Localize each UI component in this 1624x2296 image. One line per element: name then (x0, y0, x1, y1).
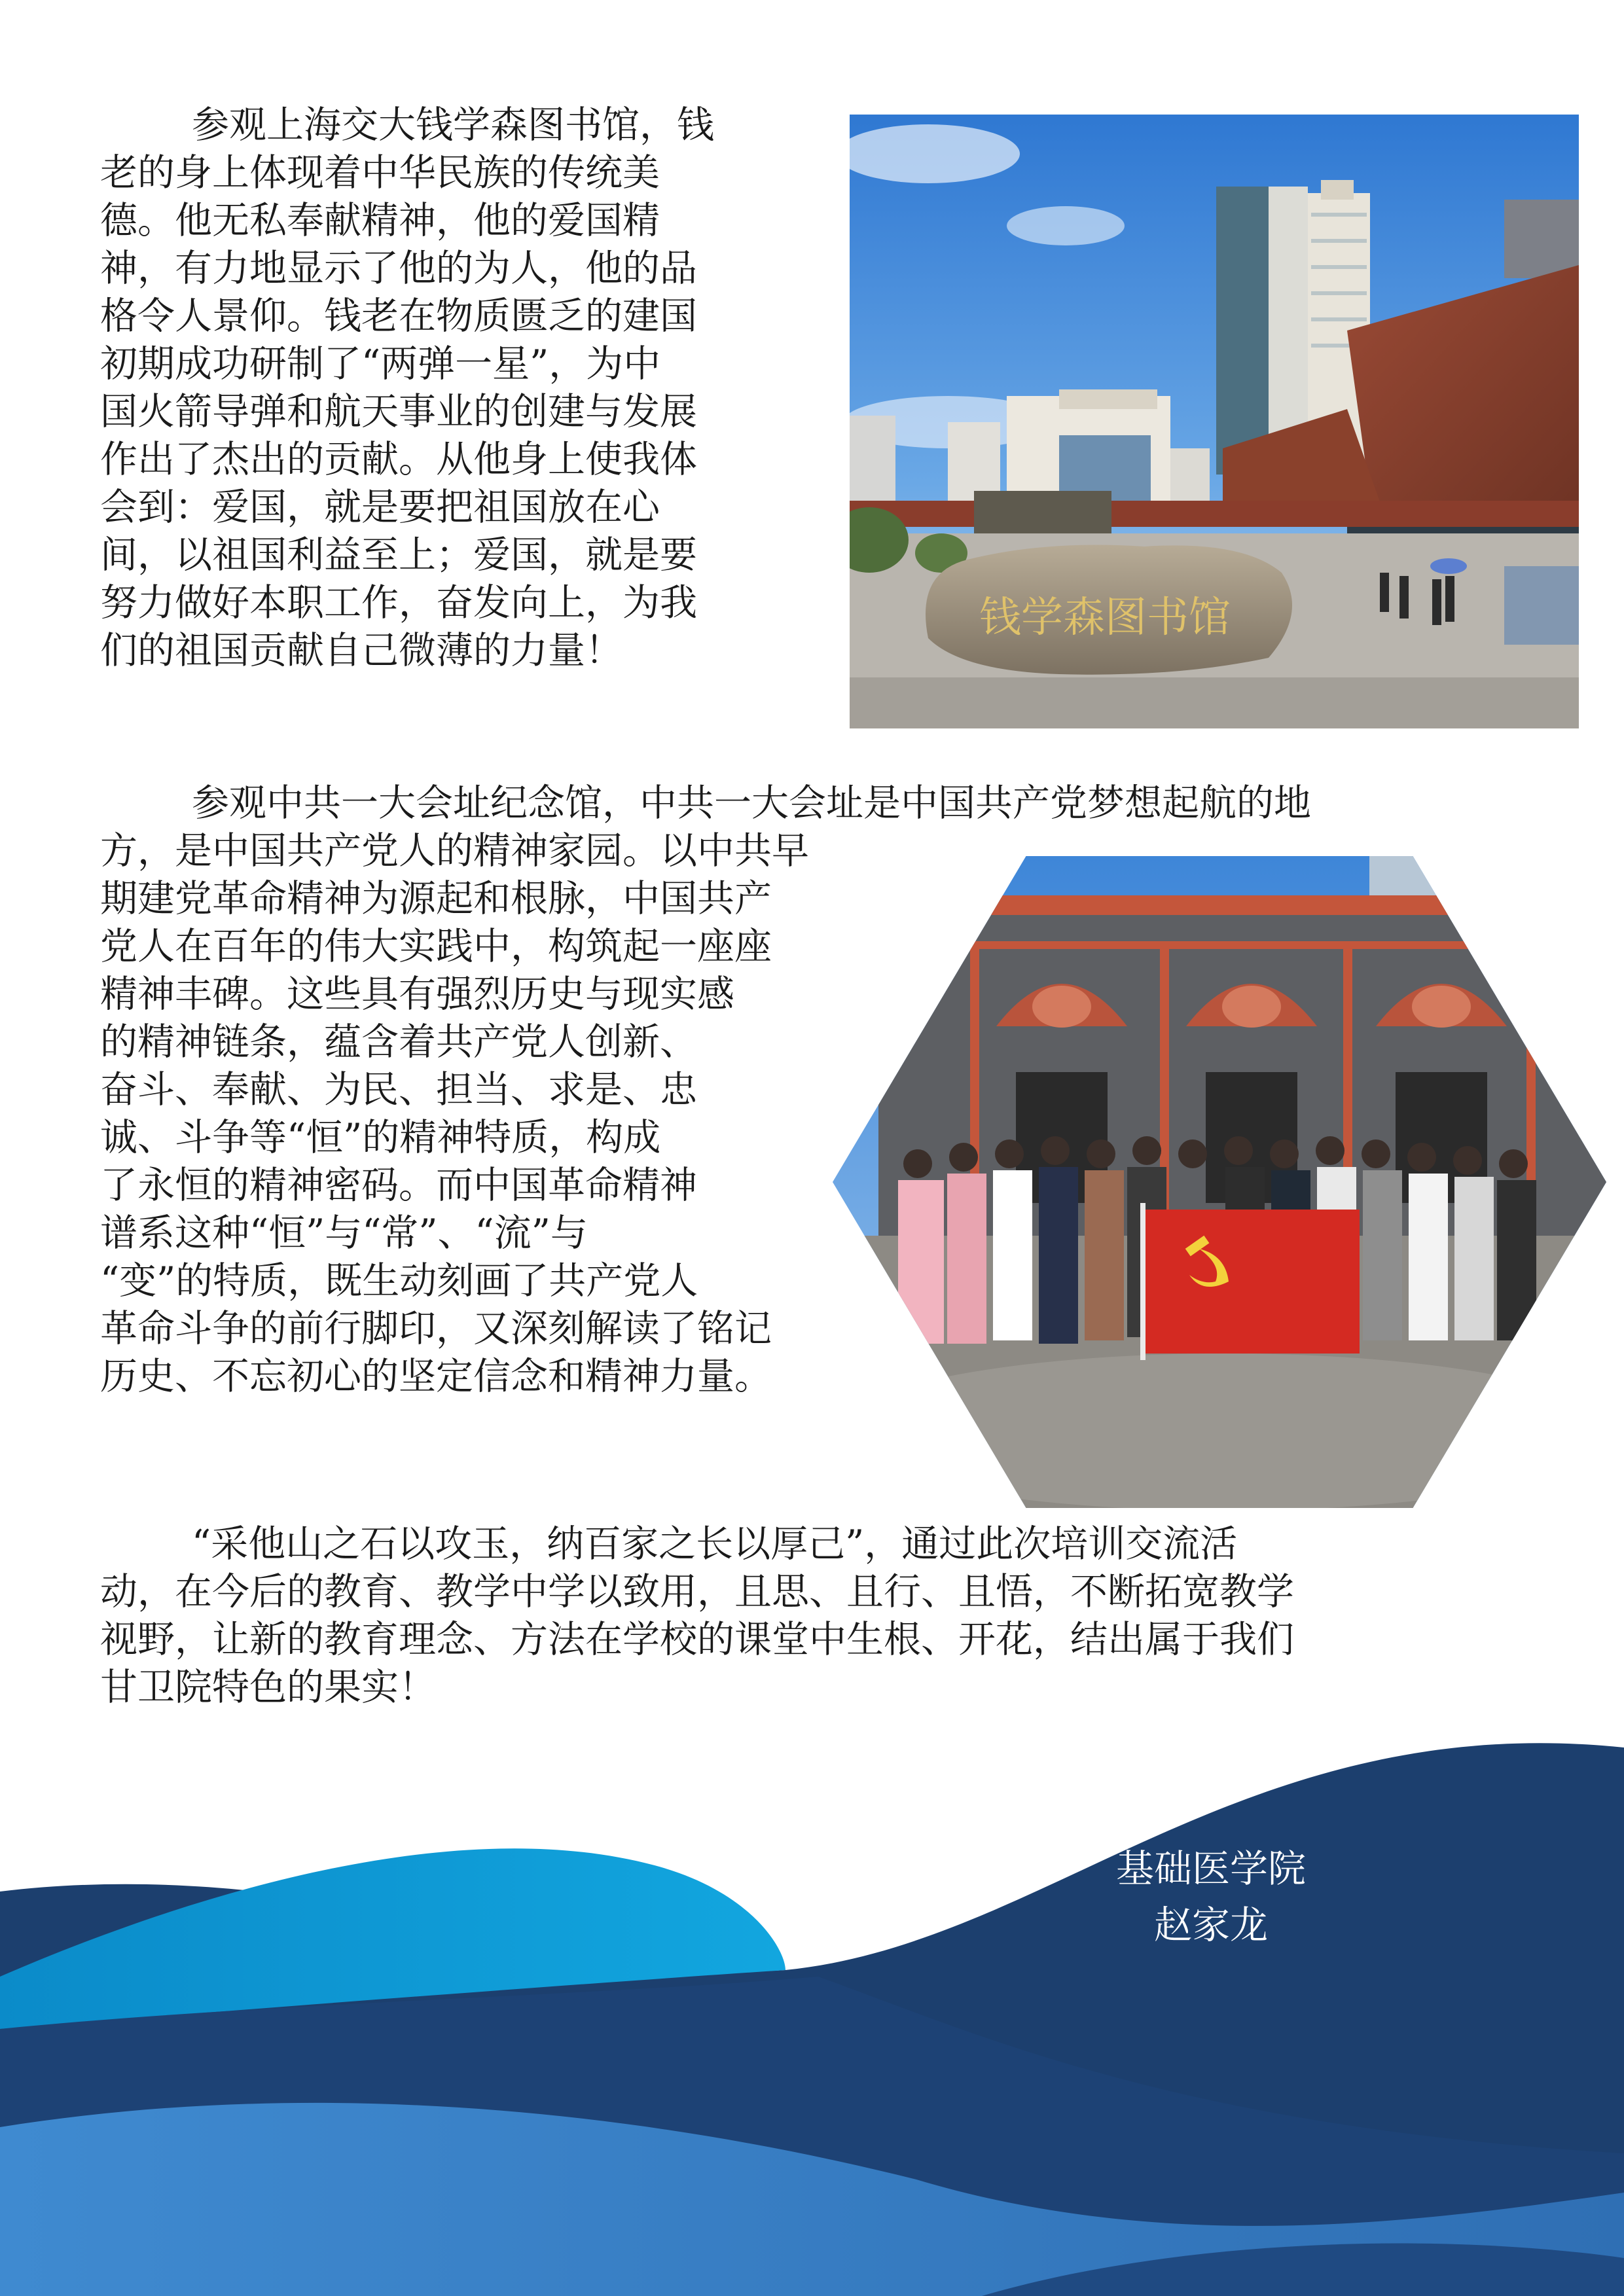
text-line: 作出了杰出的贡献。从他身上使我体 (100, 438, 697, 481)
library-photo (850, 115, 1579, 728)
text-line: 期建党革命精神为源起和根脉，中国共产 (100, 877, 772, 920)
text-line: 德。他无私奉献精神，他的爱国精 (100, 199, 660, 242)
text-line: 格令人景仰。钱老在物质匮乏的建国 (100, 295, 697, 338)
text-line: 谱系这种“恒”与“常”、“流”与 (100, 1211, 588, 1255)
text-line: 神，有力地显示了他的为人，他的品 (100, 247, 697, 290)
text-line: 动，在今后的教育、教学中学以致用，且思、且行、且悟，不断拓宽教学 (100, 1570, 1294, 1613)
signature-department: 基础医学院 (1115, 1846, 1306, 1891)
text-line: 努力做好本职工作，奋发向上，为我 (100, 581, 697, 624)
text-line: 老的身上体现着中华民族的传统美 (100, 151, 660, 194)
text-line: 参观上海交大钱学森图书馆，钱 (192, 103, 714, 147)
footer-wave (0, 1695, 1624, 2296)
text-line: 会到：爱国，就是要把祖国放在心 (100, 486, 660, 529)
text-line: 甘卫院特色的果实！ (100, 1666, 436, 1709)
text-line: 初期成功研制了“两弹一星”，为中 (100, 342, 661, 386)
text-line: 间，以祖国利益至上；爱国，就是要 (100, 533, 697, 577)
text-line: 奋斗、奉献、为民、担当、求是、忠 (100, 1068, 697, 1111)
text-line: “变”的特质，既生动刻画了共产党人 (100, 1259, 698, 1302)
text-line: 精神丰碑。这些具有强烈历史与现实感 (100, 973, 734, 1016)
text-line: 党人在百年的伟大实践中，构筑起一座座 (100, 925, 772, 968)
stone-inscription: 钱学森图书馆 (979, 594, 1231, 642)
paragraph-3 (100, 1520, 1294, 1712)
text-line: 的精神链条，蕴含着共产党人创新、 (100, 1020, 697, 1064)
text-line: 方，是中国共产党人的精神家园。以中共早 (100, 829, 809, 872)
text-line: 参观中共一大会址纪念馆，中共一大会址是中国共产党梦想起航的地 (192, 781, 1311, 825)
text-line: 们的祖国贡献自己微薄的力量！ (100, 629, 623, 672)
text-line: 国火箭导弹和航天事业的创建与发展 (100, 390, 697, 433)
text-line: 诚、斗争等“恒”的精神特质，构成 (100, 1116, 661, 1159)
text-line: 革命斗争的前行脚印，又深刻解读了铭记 (100, 1307, 772, 1350)
text-line: “采他山之石以攻玉，纳百家之长以厚己”，通过此次培训交流活 (192, 1522, 1238, 1566)
text-line: 了永恒的精神密码。而中国革命精神 (100, 1164, 697, 1207)
text-line: 视野，让新的教育理念、方法在学校的课堂中生根、开花，结出属于我们 (100, 1618, 1294, 1661)
paragraph-1 (100, 101, 714, 675)
text-line: 历史、不忘初心的坚定信念和精神力量。 (100, 1355, 772, 1398)
signature-author: 赵家龙 (1153, 1903, 1268, 1947)
